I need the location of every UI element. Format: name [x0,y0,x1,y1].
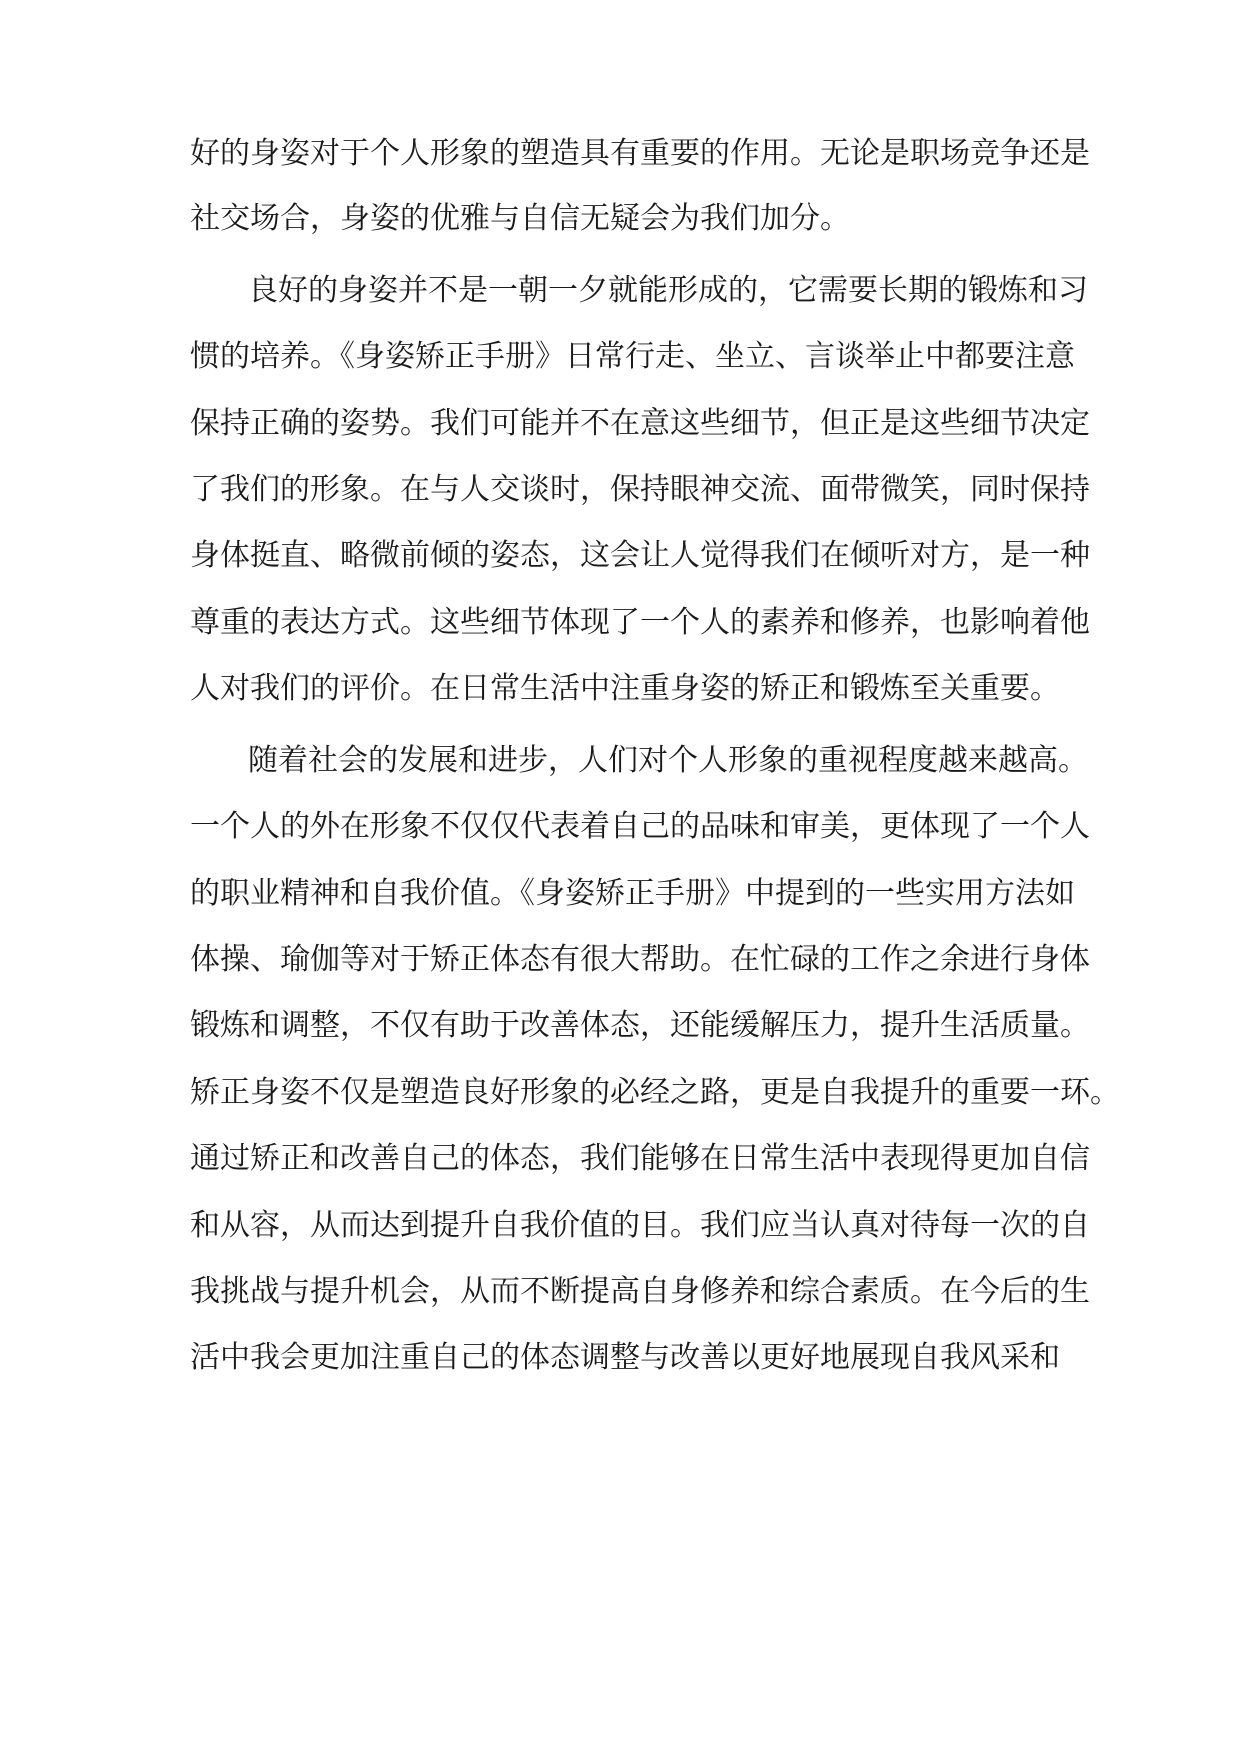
paragraph-start-line: 良好的身姿并不是一朝一夕就能形成的，它需要长期的锻炼和习 [248,273,1088,308]
text-line: 身体挺直、略微前倾的姿态，这会让人觉得我们在倾听对方，是一种 [190,538,1090,573]
text-line: 好的身姿对于个人形象的塑造具有重要的作用。无论是职场竞争还是 [190,136,1090,171]
text-line: 和从容，从而达到提升自我价值的目。我们应当认真对待每一次的自 [190,1208,1090,1243]
text-line: 我挑战与提升机会，从而不断提高自身修养和综合素质。在今后的生 [190,1274,1090,1309]
text-line: 锻炼和调整，不仅有助于改善体态，还能缓解压力，提升生活质量。 [190,1008,1090,1043]
text-line: 的职业精神和自我价值。《身姿矫正手册》中提到的一些实用方法如 [190,876,1075,911]
text-line: 通过矫正和改善自己的体态，我们能够在日常生活中表现得更加自信 [190,1141,1090,1176]
text-line: 尊重的表达方式。这些细节体现了一个人的素养和修养，也影响着他 [190,605,1090,640]
text-line: 惯的培养。《身姿矫正手册》日常行走、坐立、言谈举止中都要注意 [190,339,1075,374]
text-line: 活中我会更加注重自己的体态调整与改善以更好地展现自我风采和 [190,1340,1060,1375]
text-line: 体操、瑜伽等对于矫正体态有很大帮助。在忙碌的工作之余进行身体 [190,942,1090,977]
text-line: 一个人的外在形象不仅仅代表着自己的品味和审美，更体现了一个人 [190,809,1090,844]
text-line: 社交场合，身姿的优雅与自信无疑会为我们加分。 [190,201,850,236]
text-line: 矫正身姿不仅是塑造良好形象的必经之路，更是自我提升的重要一环。 [190,1075,1120,1110]
text-line: 人对我们的评价。在日常生活中注重身姿的矫正和锻炼至关重要。 [190,671,1060,706]
paragraph-start-line: 随着社会的发展和进步，人们对个人形象的重视程度越来越高。 [248,743,1088,778]
text-line: 了我们的形象。在与人交谈时，保持眼神交流、面带微笑，同时保持 [190,472,1090,507]
text-line: 保持正确的姿势。我们可能并不在意这些细节，但正是这些细节决定 [190,406,1090,441]
